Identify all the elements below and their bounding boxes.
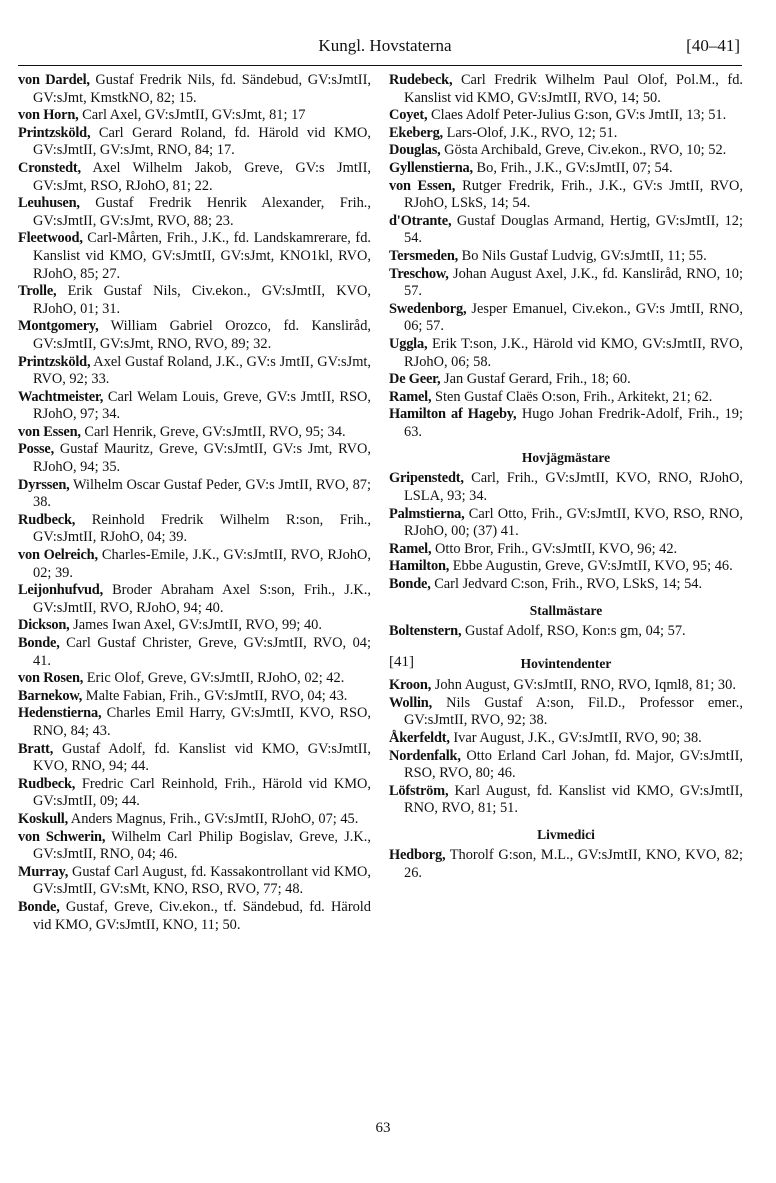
roster-entry bbox=[389, 213, 743, 248]
entry-surname: Rudbeck, bbox=[18, 775, 76, 792]
entry-surname: Tersmeden, bbox=[389, 247, 459, 264]
roster-entry bbox=[389, 470, 743, 505]
entry-surname: Printzsköld, bbox=[18, 353, 91, 370]
entry-details: Rutger Fredrik, Frih., J.K., GV:s JmtII, RVO, RJohO, LSkS, 14; 54. bbox=[404, 177, 743, 212]
roster-entry bbox=[389, 541, 743, 559]
entry-details: William Gabriel Orozco, fd. Kansliråd, GV:sJmtII, GV:sJmt, RNO, RVO, 89; 32. bbox=[33, 318, 371, 352]
roster-entry bbox=[18, 389, 371, 424]
entry-details: Ivar August, J.K., GV:sJmtII, RVO, 90; 38. bbox=[449, 730, 702, 746]
roster-entry bbox=[389, 125, 743, 143]
entry-details: Gustaf Adolf, RSO, Kon:s gm, 04; 57. bbox=[461, 622, 686, 639]
entry-details: Hugo Johan Fredrik-Adolf, Frih., 19; 63. bbox=[404, 406, 743, 440]
entry-surname: Hedenstierna, bbox=[18, 705, 102, 722]
roster-entry bbox=[389, 248, 743, 266]
entry-surname: Löfström, bbox=[389, 782, 449, 799]
roster-entry bbox=[389, 748, 743, 783]
roster-entry bbox=[389, 406, 743, 441]
entry-details: Carl Jedvard C:son, Frih., RVO, LSkS, 14; 54. bbox=[430, 576, 703, 593]
right-column bbox=[389, 72, 743, 882]
entry-details: Sten Gustaf Claës O:son, Frih., Arkitekt, 21; 62. bbox=[431, 388, 713, 405]
entry-surname: Rudbeck, bbox=[18, 511, 76, 528]
entry-details: Gustaf Carl August, fd. Kassakontrollant vid KMO, GV:sJmtII, GV:sMt, KNO, RSO, RVO, 77; 48. bbox=[33, 863, 371, 898]
entry-surname: Printzsköld, bbox=[18, 124, 91, 141]
roster-entry bbox=[18, 617, 371, 635]
roster-entry bbox=[18, 776, 371, 811]
entry-details: Gustaf Adolf, fd. Kanslist vid KMO, GV:sJmtII, KVO, RNO, 94; 44. bbox=[33, 740, 371, 775]
entry-details: Otto Erland Carl Johan, fd. Major, GV:sJmtII, RSO, RVO, 80; 46. bbox=[404, 747, 743, 782]
entry-details: Erik T:son, J.K., Härold vid KMO, GV:sJmtII, RVO, RJohO, 06; 58. bbox=[404, 335, 743, 370]
entry-details: Carl-Mårten, Frih., J.K., fd. Landskamrerare, fd. Kanslist vid KMO, GV:sJmtII, GV:sJmt, KNO1kl, RVO, RJohO, 85; 27. bbox=[33, 230, 371, 282]
roster-entry bbox=[389, 695, 743, 730]
roster-entry bbox=[18, 318, 371, 353]
entry-details: Thorolf G:son, M.L., GV:sJmtII, KNO, KVO, 82; 26. bbox=[404, 846, 743, 881]
entry-surname: von Dardel, bbox=[18, 72, 90, 88]
entry-surname: von Essen, bbox=[389, 177, 456, 194]
entry-surname: Boltenstern, bbox=[389, 622, 462, 639]
section-heading-hovintendenter: Hovintendenter bbox=[520, 656, 612, 672]
entry-surname: Posse, bbox=[18, 441, 54, 458]
entry-surname: Cronstedt, bbox=[18, 159, 81, 176]
entry-details: Anders Magnus, Frih., GV:sJmtII, RJohO, 07; 45. bbox=[68, 810, 359, 827]
roster-entry bbox=[18, 72, 371, 107]
entry-surname: Dickson, bbox=[18, 617, 70, 634]
entry-details: Charles Emil Harry, GV:sJmtII, KVO, RSO, RNO, 84; 43. bbox=[33, 705, 371, 739]
entry-details: John August, GV:sJmtII, RNO, RVO, Iqml8, 81; 30. bbox=[431, 677, 736, 694]
roster-entry bbox=[389, 677, 743, 695]
entry-surname: Ramel, bbox=[389, 388, 432, 405]
entry-surname: Koskull, bbox=[18, 810, 68, 827]
roster-entry bbox=[18, 354, 371, 389]
entry-surname: Bonde, bbox=[18, 635, 60, 651]
entry-details: Reinhold Fredrik Wilhelm R:son, Frih., GV:sJmtII, RJohO, 04; 39. bbox=[33, 511, 371, 546]
entry-surname: Leijonhufvud, bbox=[18, 582, 103, 599]
roster-entry bbox=[389, 301, 743, 336]
roster-entry bbox=[18, 811, 371, 829]
entry-surname: Bonde, bbox=[18, 898, 60, 915]
entry-details: Jesper Emanuel, Civ.ekon., GV:s JmtII, RNO, 06; 57. bbox=[404, 300, 743, 335]
roster-entry bbox=[18, 635, 371, 670]
entry-surname: Dyrssen, bbox=[18, 476, 70, 493]
entry-surname: Hedborg, bbox=[389, 846, 446, 863]
entry-details: Gustaf Douglas Armand, Hertig, GV:sJmtII, 12; 54. bbox=[404, 212, 743, 247]
roster-entry bbox=[389, 178, 743, 213]
roster-entry bbox=[18, 512, 371, 547]
roster-entry bbox=[18, 195, 371, 230]
roster-entry bbox=[389, 730, 743, 748]
roster-entry bbox=[18, 160, 371, 195]
entry-details: Carl Gustaf Christer, Greve, GV:sJmtII, RVO, 04; 41. bbox=[33, 635, 371, 669]
entry-details: Gustaf Fredrik Nils, fd. Sändebud, GV:sJmtII, GV:sJmt, KmstkNO, 82; 15. bbox=[33, 72, 371, 106]
left-column bbox=[18, 72, 371, 934]
section-hovintendenter bbox=[389, 677, 743, 818]
roster-entry bbox=[18, 705, 371, 740]
roster-entry bbox=[389, 623, 743, 641]
entry-surname: von Essen, bbox=[18, 423, 81, 440]
roster-entry bbox=[18, 477, 371, 512]
entry-surname: Wollin, bbox=[389, 694, 432, 711]
roster-entry bbox=[389, 160, 743, 178]
entry-details: Fredric Carl Reinhold, Frih., Härold vid KMO, GV:sJmtII, 09; 44. bbox=[33, 775, 371, 810]
entry-surname: Rudebeck, bbox=[389, 72, 453, 88]
roster-entry bbox=[18, 547, 371, 582]
roster-entry bbox=[18, 688, 371, 706]
roster-entry bbox=[389, 107, 743, 125]
running-header-title: Kungl. Hovstaterna bbox=[318, 36, 452, 55]
entry-details: Carl Axel, GV:sJmtII, GV:sJmt, 81; 17 bbox=[78, 107, 306, 124]
entry-surname: Kroon, bbox=[389, 677, 432, 694]
entry-details: Eric Olof, Greve, GV:sJmtII, RJohO, 02; 42. bbox=[83, 670, 345, 687]
entry-details: Carl, Frih., GV:sJmtII, KVO, RNO, RJohO, LSLA, 93; 34. bbox=[404, 470, 743, 505]
roster-entry bbox=[389, 847, 743, 882]
roster-entry bbox=[18, 864, 371, 899]
entry-surname: Ekeberg, bbox=[389, 124, 443, 141]
roster-entry bbox=[389, 558, 743, 576]
roster-entry bbox=[18, 283, 371, 318]
roster-entry bbox=[18, 829, 371, 864]
entry-details: Wilhelm Oscar Gustaf Peder, GV:s JmtII, RVO, 87; 38. bbox=[33, 476, 371, 511]
entry-details: Broder Abraham Axel S:son, Frih., J.K., GV:sJmtII, RVO, RJohO, 94; 40. bbox=[33, 582, 371, 616]
entry-details: Carl Welam Louis, Greve, GV:s JmtII, RSO, RJohO, 97; 34. bbox=[33, 388, 371, 423]
entry-surname: Treschow, bbox=[389, 265, 449, 282]
roster-entry bbox=[18, 230, 371, 283]
entry-details: Carl Gerard Roland, fd. Härold vid KMO, GV:sJmtII, GV:sJmt, RNO, 84; 17. bbox=[33, 124, 371, 159]
entry-surname: von Horn, bbox=[18, 107, 79, 124]
right-main-entries bbox=[389, 72, 743, 441]
roster-entry bbox=[18, 582, 371, 617]
entry-surname: Gripenstedt, bbox=[389, 470, 464, 487]
roster-entry bbox=[18, 441, 371, 476]
entry-surname: Hamilton, bbox=[389, 558, 450, 575]
roster-entry bbox=[389, 576, 743, 594]
entry-details: Carl Otto, Frih., GV:sJmtII, KVO, RSO, RNO, RJohO, 00; (37) 41. bbox=[404, 505, 743, 540]
section-heading-livmedici: Livmedici bbox=[537, 826, 595, 842]
entry-details: Wilhelm Carl Philip Bogislav, Greve, J.K., GV:sJmtII, RNO, 04; 46. bbox=[33, 828, 371, 863]
roster-entry bbox=[18, 741, 371, 776]
entry-surname: Nordenfalk, bbox=[389, 747, 461, 764]
entry-surname: Trolle, bbox=[18, 283, 57, 300]
entry-surname: Murray, bbox=[18, 863, 69, 880]
roster-entry bbox=[18, 899, 371, 934]
entry-surname: d'Otrante, bbox=[389, 212, 452, 229]
roster-entry bbox=[18, 107, 371, 125]
entry-surname: von Oelreich, bbox=[18, 547, 98, 564]
entry-surname: Gyllenstierna, bbox=[389, 159, 473, 176]
section-heading-stallmastare: Stallmästare bbox=[529, 602, 603, 618]
roster-entry bbox=[389, 506, 743, 541]
entry-details: Karl August, fd. Kanslist vid KMO, GV:sJmtII, RNO, RVO, 81; 51. bbox=[404, 782, 743, 817]
page-marker: [41] bbox=[389, 654, 414, 671]
entry-surname: Montgomery, bbox=[18, 318, 99, 335]
entry-surname: Leuhusen, bbox=[18, 195, 80, 212]
entry-surname: Åkerfeldt, bbox=[389, 730, 450, 746]
entry-surname: von Rosen, bbox=[18, 670, 84, 687]
roster-entry bbox=[389, 266, 743, 301]
roster-entry bbox=[389, 142, 743, 160]
entry-surname: Bratt, bbox=[18, 740, 54, 757]
entry-surname: Barnekow, bbox=[18, 687, 83, 704]
entry-details: Jan Gustaf Gerard, Frih., 18; 60. bbox=[440, 371, 631, 388]
page-number: 63 bbox=[375, 1120, 391, 1136]
section-hovjagmastare bbox=[389, 470, 743, 593]
entry-details: Gösta Archibald, Greve, Civ.ekon., RVO, 10; 52. bbox=[440, 142, 727, 159]
entry-details: Carl Henrik, Greve, GV:sJmtII, RVO, 95; 34. bbox=[80, 423, 346, 440]
roster-entry bbox=[389, 389, 743, 407]
roster-entry bbox=[389, 783, 743, 818]
entry-surname: Bonde, bbox=[389, 576, 431, 593]
entry-details: Carl Fredrik Wilhelm Paul Olof, Pol.M., fd. Kanslist vid KMO, GV:sJmtII, RVO, 14; 50. bbox=[404, 72, 743, 106]
entry-surname: Uggla, bbox=[389, 335, 428, 352]
entry-details: Gustaf Mauritz, Greve, GV:sJmtII, GV:s Jmt, RVO, RJohO, 94; 35. bbox=[33, 441, 371, 476]
entry-details: Charles-Emile, J.K., GV:sJmtII, RVO, RJohO, 02; 39. bbox=[33, 547, 372, 581]
entry-details: James Iwan Axel, GV:sJmtII, RVO, 99; 40. bbox=[69, 617, 322, 634]
entry-surname: De Geer, bbox=[389, 371, 441, 388]
entry-details: Otto Bror, Frih., GV:sJmtII, KVO, 96; 42. bbox=[431, 540, 678, 557]
roster-entry bbox=[18, 424, 371, 442]
entry-details: Bo Nils Gustaf Ludvig, GV:sJmtII, 11; 55. bbox=[458, 247, 707, 264]
entry-details: Nils Gustaf A:son, Fil.D., Professor emer., GV:sJmtII, RVO, 92; 38. bbox=[404, 694, 743, 729]
roster-entry bbox=[389, 72, 743, 107]
section-heading-hovjagmastare: Hovjägmästare bbox=[521, 450, 611, 466]
entry-details: Axel Wilhelm Jakob, Greve, GV:s JmtII, GV:sJmt, RSO, RJohO, 81; 22. bbox=[33, 159, 371, 194]
entry-surname: Wachtmeister, bbox=[18, 388, 104, 405]
entry-details: Gustaf, Greve, Civ.ekon., tf. Sändebud, fd. Härold vid KMO, GV:sJmtII, KNO, 11; 50. bbox=[33, 898, 371, 933]
section-heading-row-hovintendenter bbox=[389, 654, 743, 673]
entry-details: Axel Gustaf Roland, J.K., GV:s JmtII, GV:sJmt, RVO, 92; 33. bbox=[33, 353, 371, 388]
entry-details: Ebbe Augustin, Greve, GV:sJmtII, KVO, 95; 46. bbox=[449, 558, 733, 575]
entry-surname: Swedenborg, bbox=[389, 300, 467, 317]
running-header-page-range: [40–41] bbox=[686, 36, 740, 55]
entry-surname: Palmstierna, bbox=[389, 505, 465, 522]
entry-details: Malte Fabian, Frih., GV:sJmtII, RVO, 04; 43. bbox=[82, 687, 348, 704]
entry-details: Bo, Frih., J.K., GV:sJmtII, 07; 54. bbox=[472, 159, 673, 176]
roster-entry bbox=[18, 125, 371, 160]
roster-entry bbox=[389, 336, 743, 371]
entry-surname: Coyet, bbox=[389, 107, 428, 124]
section-livmedici bbox=[389, 847, 743, 882]
roster-entry bbox=[389, 371, 743, 389]
entry-surname: Fleetwood, bbox=[18, 230, 83, 247]
section-stallmastare bbox=[389, 623, 743, 641]
roster-entry bbox=[18, 670, 371, 688]
entry-details: Johan August Axel, J.K., fd. Kansliråd, RNO, 10; 57. bbox=[404, 265, 743, 300]
entry-surname: Douglas, bbox=[389, 142, 441, 159]
entry-surname: Ramel, bbox=[389, 540, 432, 557]
header-rule bbox=[18, 65, 742, 66]
entry-surname: Hamilton af Hageby, bbox=[389, 406, 517, 423]
entry-details: Erik Gustaf Nils, Civ.ekon., GV:sJmtII, KVO, RJohO, 01; 31. bbox=[33, 283, 371, 317]
entry-details: Claes Adolf Peter-Julius G:son, GV:s JmtII, 13; 51. bbox=[427, 107, 727, 124]
entry-details: Gustaf Fredrik Henrik Alexander, Frih., GV:sJmtII, GV:sJmt, RVO, 88; 23. bbox=[33, 195, 371, 229]
entry-details: Lars-Olof, J.K., RVO, 12; 51. bbox=[442, 124, 618, 141]
entry-surname: von Schwerin, bbox=[18, 828, 106, 845]
